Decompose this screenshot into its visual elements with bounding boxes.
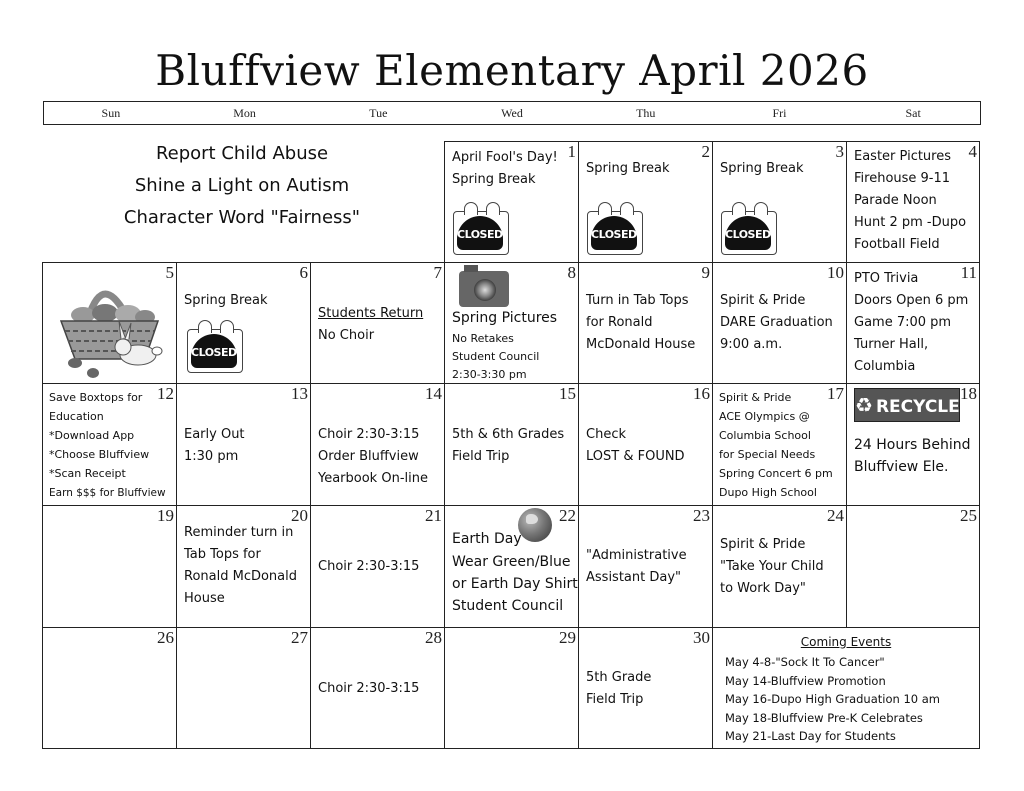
date-number: 12	[157, 384, 174, 403]
event-text: Reminder turn in	[184, 525, 294, 540]
event-text: No Retakes	[452, 332, 514, 345]
event-text: Earn $$$ for Bluffview	[49, 487, 166, 499]
event-text: ACE Olympics @	[719, 410, 810, 423]
event-text: Tab Tops for	[184, 547, 261, 562]
closed-sign-icon: CLOSED!	[587, 211, 643, 255]
globe-icon	[518, 508, 552, 542]
event-text: PTO Trivia	[854, 271, 919, 286]
event-text: Save Boxtops for	[49, 391, 143, 404]
event-text: Spirit & Pride	[720, 537, 806, 552]
event-text: No Choir	[318, 328, 375, 343]
event-text: Parade Noon	[854, 193, 937, 208]
date-number: 11	[960, 263, 977, 282]
date-number: 13	[291, 384, 308, 403]
event-text: 1:30 pm	[184, 449, 239, 464]
date-number: 30	[693, 628, 710, 647]
date-number: 14	[425, 384, 442, 403]
day-cell-24	[712, 505, 847, 628]
date-number: 5	[165, 263, 174, 282]
days-of-week-header	[43, 101, 981, 125]
event-text: "Administrative	[586, 548, 687, 563]
event-text: Easter Pictures	[854, 149, 952, 164]
calendar-title: Bluffview Elementary April 2026	[155, 46, 869, 95]
event-text: DARE Graduation	[720, 315, 833, 330]
event-text: Students Return	[318, 306, 424, 321]
event-text: Football Field	[854, 237, 940, 252]
coming-event-item: May 14-Bluffview Promotion	[725, 673, 886, 688]
recycle-banner-icon: ♻ RECYCLE	[854, 388, 960, 422]
day-cell-21	[310, 505, 445, 628]
closed-sign-icon: CLOSED!	[187, 329, 243, 373]
banner-line: Shine a Light on Autism	[134, 175, 350, 196]
event-text: Columbia School	[719, 429, 811, 442]
date-number: 15	[559, 384, 576, 403]
event-text: April Fool's Day!	[452, 150, 558, 165]
day-cell-15	[444, 383, 579, 506]
date-number: 19	[157, 506, 174, 525]
banner-line: Report Child Abuse	[155, 143, 329, 164]
event-text: or Earth Day Shirt	[452, 576, 578, 592]
day-cell-19	[42, 505, 177, 628]
day-cell-28	[310, 627, 445, 749]
event-text: Choir 2:30-3:15	[318, 559, 420, 574]
event-text: Spring Break	[184, 293, 268, 308]
date-number: 23	[693, 506, 710, 525]
event-text: 2:30-3:30 pm	[452, 368, 527, 381]
camera-icon	[459, 271, 509, 307]
event-text: Columbia	[854, 359, 916, 374]
event-text: Education	[49, 410, 104, 423]
event-text: Student Council	[452, 350, 540, 363]
day-cell-11	[846, 262, 980, 384]
day-cell-29	[444, 627, 579, 749]
dow-sun: Sun	[101, 106, 121, 120]
event-text: Ronald McDonald	[184, 569, 298, 584]
dow-fri: Fri	[772, 106, 787, 120]
date-number: 21	[425, 506, 442, 525]
day-cell-22	[444, 505, 579, 628]
day-cell-18	[846, 383, 980, 506]
date-number: 25	[960, 506, 977, 525]
date-number: 6	[299, 263, 308, 282]
event-text: "Take Your Child	[720, 559, 824, 574]
date-number: 9	[701, 263, 710, 282]
day-cell-14	[310, 383, 445, 506]
day-cell-27	[176, 627, 311, 749]
event-text: Spring Break	[586, 161, 670, 176]
event-text: Firehouse 9-11	[854, 171, 951, 186]
event-text: Spirit & Pride	[720, 293, 806, 308]
date-number: 24	[827, 506, 844, 525]
day-cell-2	[578, 141, 713, 263]
coming-event-item: May 18-Bluffview Pre-K Celebrates	[725, 710, 923, 725]
event-text: Student Council	[452, 598, 564, 614]
date-number: 22	[559, 506, 576, 525]
event-text: Turn in Tab Tops	[586, 293, 689, 308]
event-text: Dupo High School	[719, 486, 817, 499]
day-cell-4	[846, 141, 980, 263]
event-text: Spring Break	[720, 161, 804, 176]
event-text: *Choose Bluffview	[49, 448, 150, 461]
event-text: Spring Concert 6 pm	[719, 467, 833, 480]
date-number: 27	[291, 628, 308, 647]
date-number: 28	[425, 628, 442, 647]
event-text: Earth Day	[452, 531, 522, 547]
event-text: Spring Pictures	[452, 310, 558, 326]
event-text: Wear Green/Blue	[452, 554, 571, 570]
event-text: to Work Day"	[720, 581, 806, 596]
event-text: Doors Open 6 pm	[854, 293, 969, 308]
day-cell-6	[176, 262, 311, 384]
event-text: 5th & 6th Grades	[452, 427, 565, 442]
closed-sign-icon: CLOSED!	[453, 211, 509, 255]
event-text: Bluffview Ele.	[854, 459, 949, 475]
day-cell-8	[444, 262, 579, 384]
day-cell-23	[578, 505, 713, 628]
day-cell-25	[846, 505, 980, 628]
monthly-banner	[42, 138, 442, 234]
day-cell-30	[578, 627, 713, 749]
date-number: 7	[433, 263, 442, 282]
day-cell-3	[712, 141, 847, 263]
date-number: 17	[827, 384, 844, 403]
event-text: House	[184, 591, 225, 606]
event-text: *Scan Receipt	[49, 467, 126, 480]
event-text: LOST & FOUND	[586, 449, 685, 464]
event-text: Choir 2:30-3:15	[318, 427, 420, 442]
date-number: 8	[567, 263, 576, 282]
date-number: 2	[701, 142, 710, 161]
event-text: McDonald House	[586, 337, 696, 352]
event-text: for Special Needs	[719, 448, 816, 461]
day-cell-9	[578, 262, 713, 384]
day-cell-16	[578, 383, 713, 506]
easter-basket-icon	[53, 269, 173, 379]
day-cell-26	[42, 627, 177, 749]
event-text: Game 7:00 pm	[854, 315, 952, 330]
day-cell-7	[310, 262, 445, 384]
day-cell-20	[176, 505, 311, 628]
dow-mon: Mon	[233, 106, 256, 120]
day-cell-17	[712, 383, 847, 506]
dow-sat: Sat	[905, 106, 921, 120]
event-text: Turner Hall,	[854, 337, 929, 352]
day-cell-12	[42, 383, 177, 506]
event-text: Choir 2:30-3:15	[318, 681, 420, 696]
event-text: Yearbook On-line	[318, 471, 428, 486]
event-text: 5th Grade	[586, 670, 652, 685]
day-cell-13	[176, 383, 311, 506]
event-text: 24 Hours Behind	[854, 437, 971, 453]
event-text: Spirit & Pride	[719, 391, 792, 404]
dow-thu: Thu	[636, 106, 656, 120]
event-text: for Ronald	[586, 315, 653, 330]
date-number: 10	[827, 263, 844, 282]
day-cell-5	[42, 262, 177, 384]
dow-tue: Tue	[369, 106, 388, 120]
closed-sign-icon: CLOSED!	[721, 211, 777, 255]
dow-wed: Wed	[501, 106, 523, 120]
coming-event-item: May 16-Dupo High Graduation 10 am	[725, 692, 940, 706]
day-cell-1	[444, 141, 579, 263]
coming-event-item: May 4-8-"Sock It To Cancer"	[725, 655, 885, 669]
event-text: Hunt 2 pm -Dupo	[854, 215, 967, 230]
date-number: 4	[968, 142, 977, 161]
event-text: Assistant Day"	[586, 570, 682, 585]
event-text: 9:00 a.m.	[720, 337, 783, 352]
date-number: 20	[291, 506, 308, 525]
date-number: 16	[693, 384, 710, 403]
coming-events-panel	[712, 627, 980, 749]
coming-event-item: May 21-Last Day for Students	[725, 729, 896, 743]
event-text: Early Out	[184, 427, 245, 442]
event-text: Field Trip	[452, 449, 510, 464]
date-number: 29	[559, 628, 576, 647]
event-text: Check	[586, 427, 626, 442]
event-text: Field Trip	[586, 692, 644, 707]
date-number: 18	[960, 384, 977, 403]
event-text: Order Bluffview	[318, 449, 419, 464]
date-number: 1	[567, 142, 576, 161]
coming-events-heading: Coming Events	[800, 635, 892, 649]
date-number: 26	[157, 628, 174, 647]
banner-line: Character Word "Fairness"	[123, 207, 361, 228]
event-text: *Download App	[49, 429, 135, 442]
date-number: 3	[835, 142, 844, 161]
day-cell-10	[712, 262, 847, 384]
event-text: Spring Break	[452, 172, 536, 187]
